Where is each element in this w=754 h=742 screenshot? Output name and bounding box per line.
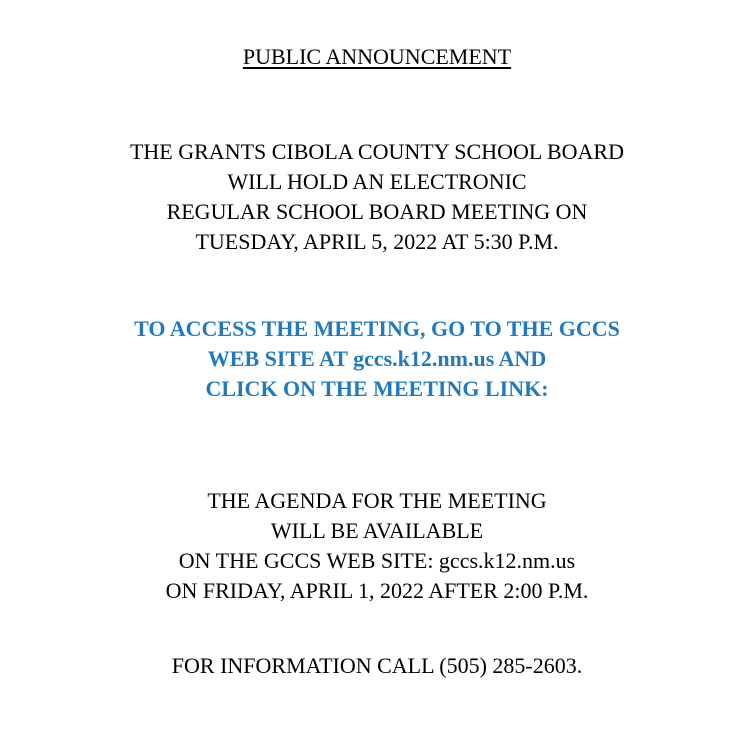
access-line: TO ACCESS THE MEETING, GO TO THE GCCS: [134, 316, 620, 341]
meeting-line: WILL HOLD AN ELECTRONIC: [227, 169, 527, 194]
access-line: CLICK ON THE MEETING LINK:: [205, 376, 549, 401]
agenda-line: THE AGENDA FOR THE MEETING: [207, 488, 547, 513]
agenda-line: ON FRIDAY, APRIL 1, 2022 AFTER 2:00 P.M.: [165, 578, 589, 603]
meeting-notice: [0, 137, 754, 257]
info-line: FOR INFORMATION CALL (505) 285-2603.: [171, 653, 583, 678]
access-line: WEB SITE AT gccs.k12.nm.us AND: [207, 346, 547, 371]
agenda-notice: [0, 486, 754, 606]
page-title: PUBLIC ANNOUNCEMENT: [242, 44, 512, 69]
agenda-line: ON THE GCCS WEB SITE: gccs.k12.nm.us: [178, 548, 576, 573]
contact-info: [0, 651, 754, 681]
access-instructions: [0, 314, 754, 404]
meeting-line: REGULAR SCHOOL BOARD MEETING ON: [166, 199, 588, 224]
agenda-line: WILL BE AVAILABLE: [270, 518, 484, 543]
meeting-line: THE GRANTS CIBOLA COUNTY SCHOOL BOARD: [129, 139, 624, 164]
meeting-line: TUESDAY, APRIL 5, 2022 AT 5:30 P.M.: [195, 229, 559, 254]
